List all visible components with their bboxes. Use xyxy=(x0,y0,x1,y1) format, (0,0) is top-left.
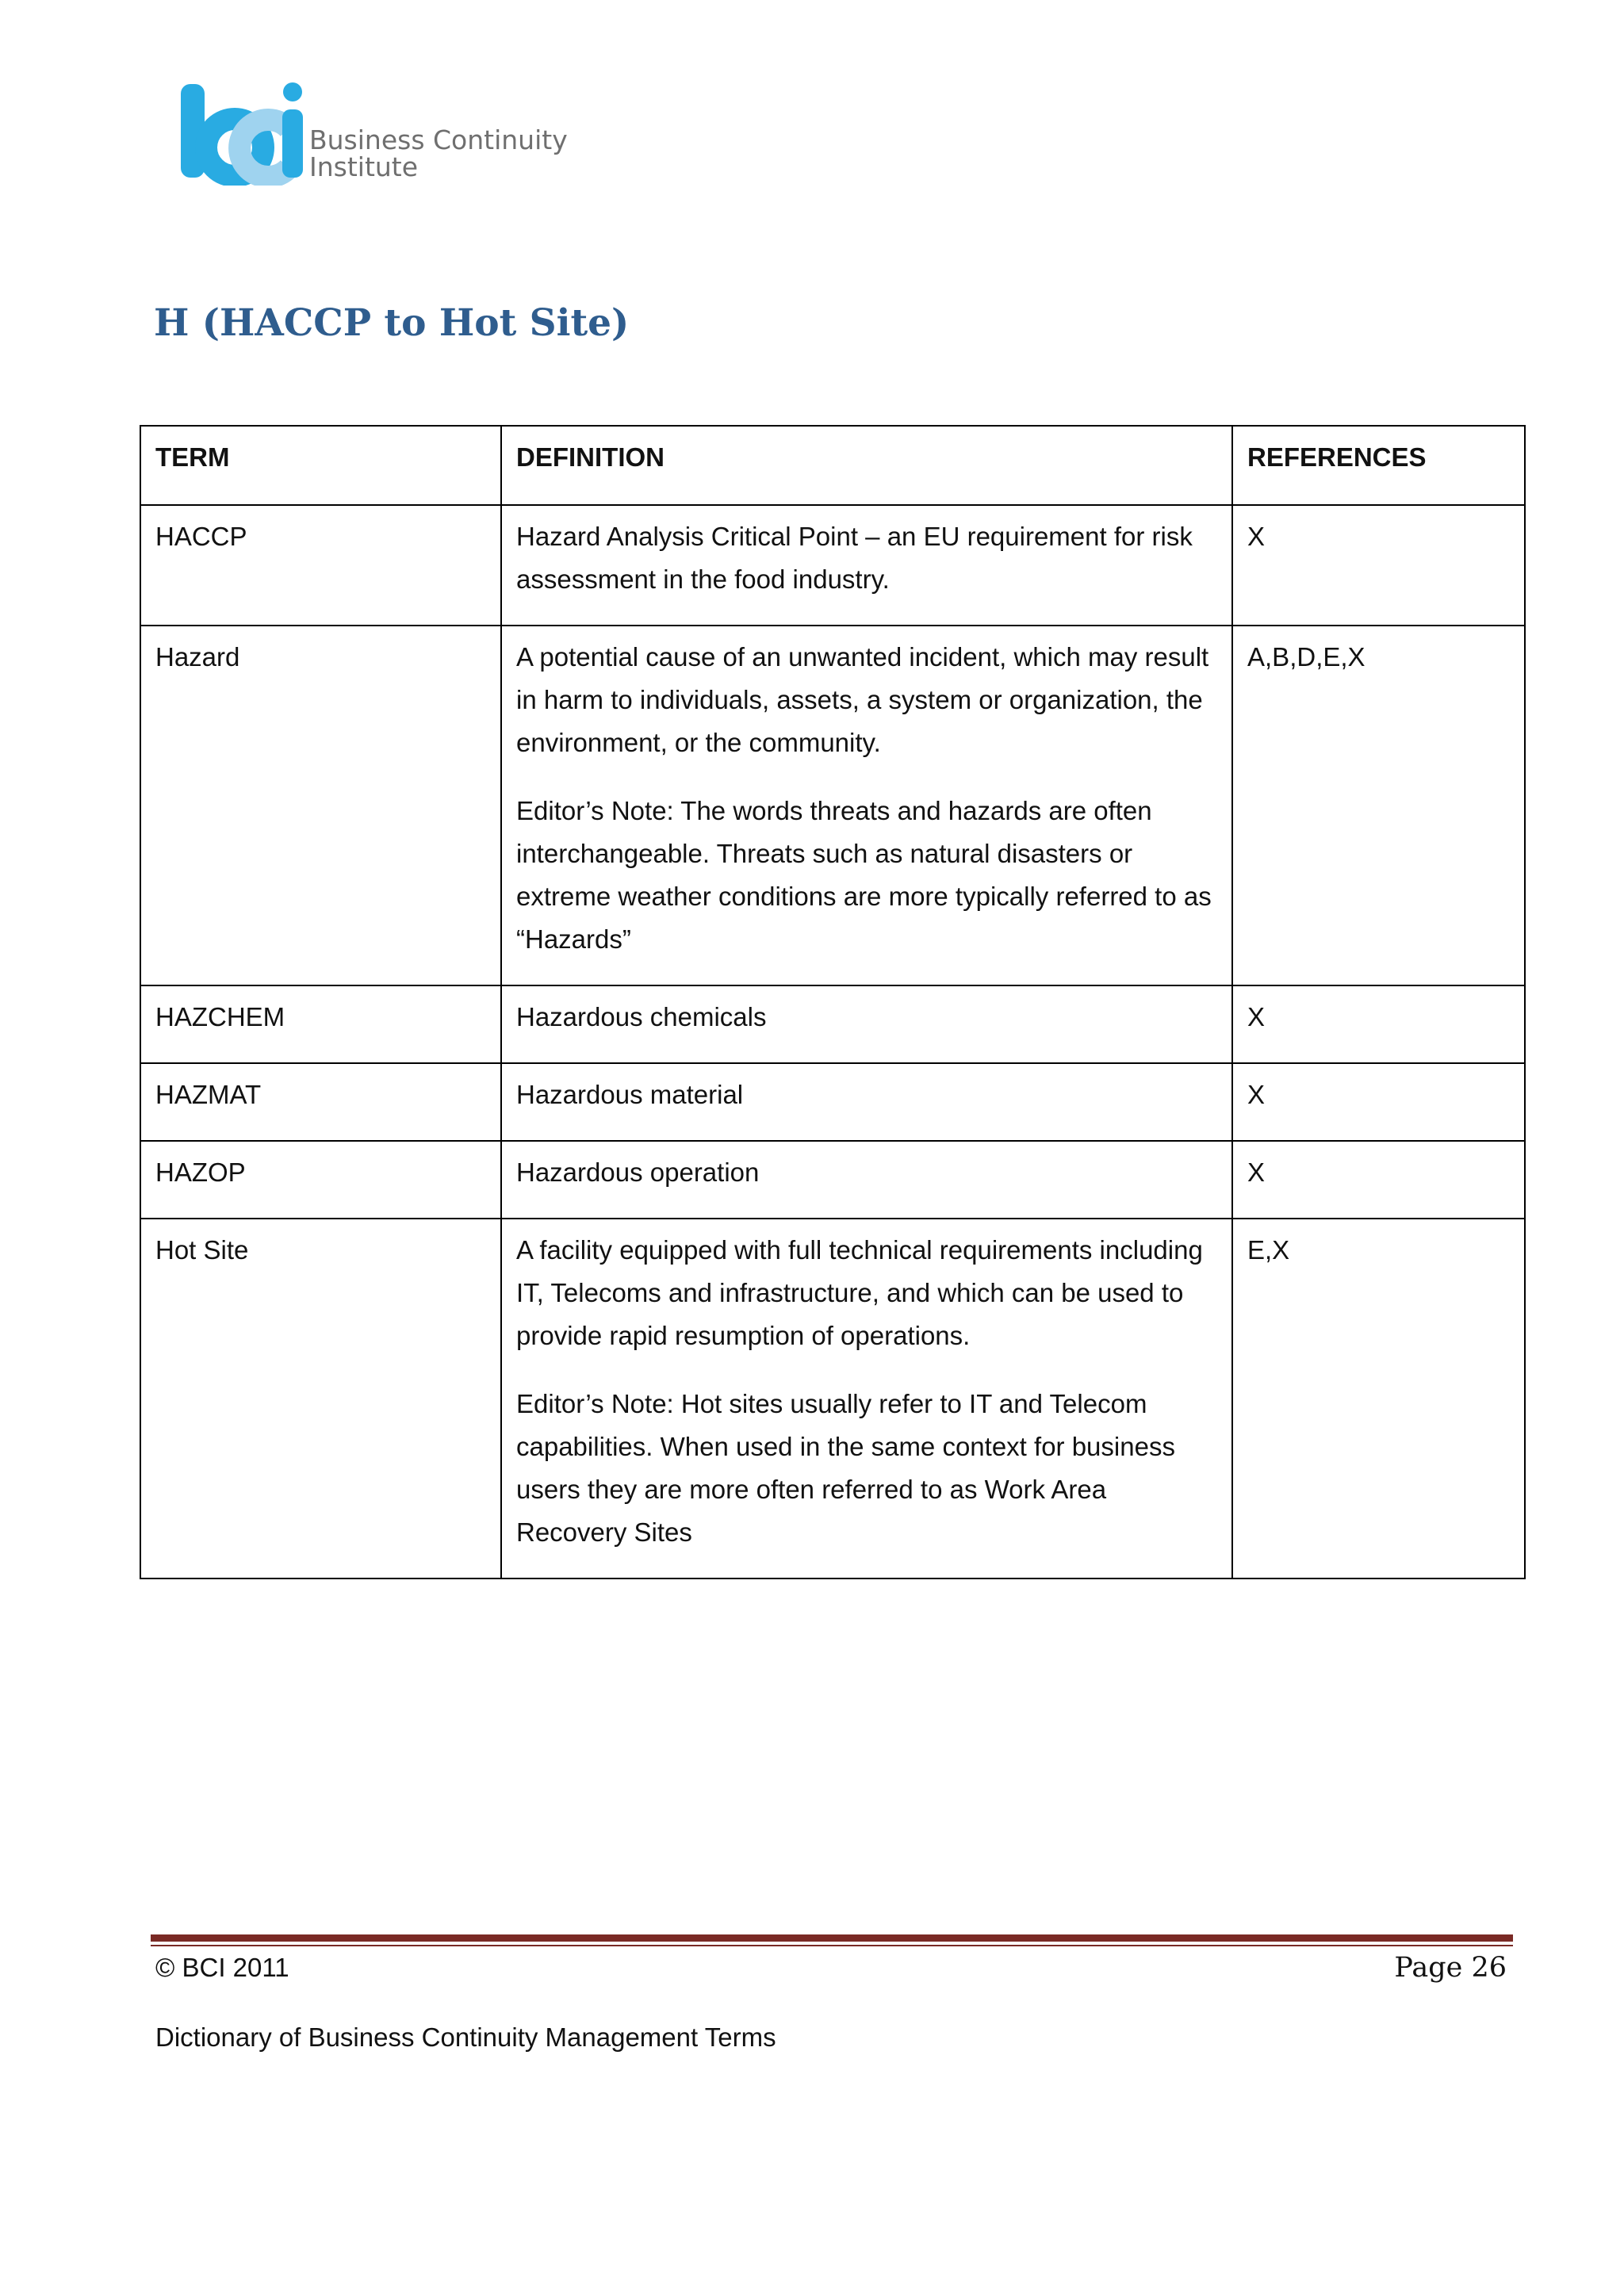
bci-logo xyxy=(178,82,590,186)
definition-cell xyxy=(501,1219,1232,1578)
term-cell: HAZMAT xyxy=(140,1063,501,1141)
term-cell: Hot Site xyxy=(140,1219,501,1578)
table-row xyxy=(140,1063,1525,1141)
term-cell: HAZOP xyxy=(140,1141,501,1219)
definition-paragraph: A potential cause of an unwanted incident, which may result in harm to individuals, assets, a system or organization, the environment, or the community. xyxy=(516,642,1209,757)
definition-cell xyxy=(501,985,1232,1063)
references-cell: X xyxy=(1232,1141,1525,1219)
footer-page-number: Page 26 xyxy=(1394,1952,1507,1984)
bci-logo-mark-icon xyxy=(178,82,312,186)
references-cell: E,X xyxy=(1232,1219,1525,1578)
table-row xyxy=(140,1141,1525,1219)
header-references: REFERENCES xyxy=(1232,426,1525,505)
logo-line-2: Institute xyxy=(309,151,419,182)
footer-divider xyxy=(151,1934,1513,1946)
definition-paragraph: A facility equipped with full technical requirements including IT, Telecoms and infrastructure, and which can be used to provide rapid resumption of operations. xyxy=(516,1235,1203,1350)
references-cell: X xyxy=(1232,985,1525,1063)
footer-copyright: © BCI 2011 xyxy=(155,1953,289,1982)
definition-paragraph: Hazardous chemicals xyxy=(516,1002,767,1031)
references-cell: X xyxy=(1232,505,1525,626)
references-cell: A,B,D,E,X xyxy=(1232,626,1525,985)
references-cell: X xyxy=(1232,1063,1525,1141)
term-cell: HACCP xyxy=(140,505,501,626)
table-row xyxy=(140,985,1525,1063)
bci-logo-wordmark xyxy=(309,124,568,182)
definition-cell xyxy=(501,1141,1232,1219)
footer-document-title: Dictionary of Business Continuity Management Terms xyxy=(155,2022,776,2052)
footer-rule-thick xyxy=(151,1934,1513,1942)
terms-table xyxy=(140,425,1526,1579)
editors-note: Editor’s Note: Hot sites usually refer to IT and Telecom capabilities. When used in the same context for business users they are more often referred to as Work Area Recovery Sites xyxy=(516,1389,1175,1547)
table-row xyxy=(140,505,1525,626)
term-cell: HAZCHEM xyxy=(140,985,501,1063)
definition-paragraph: Hazardous operation xyxy=(516,1158,760,1187)
footer-rule-thin xyxy=(151,1945,1513,1946)
logo-line-1: Business Continuity xyxy=(309,124,568,155)
definition-cell xyxy=(501,1063,1232,1141)
term-cell: Hazard xyxy=(140,626,501,985)
definition-paragraph: Hazard Analysis Critical Point – an EU requirement for risk assessment in the food industry. xyxy=(516,522,1193,594)
definition-paragraph: Hazardous material xyxy=(516,1080,744,1109)
definition-cell xyxy=(501,505,1232,626)
table-header-row xyxy=(140,426,1525,505)
section-title: H (HACCP to Hot Site) xyxy=(154,301,630,345)
editors-note: Editor’s Note: The words threats and hazards are often interchangeable. Threats such as natural disasters or extreme weather conditions are more typically referred to as “Hazards” xyxy=(516,796,1212,954)
table-row xyxy=(140,626,1525,985)
header-term: TERM xyxy=(140,426,501,505)
header-definition: DEFINITION xyxy=(501,426,1232,505)
table-row xyxy=(140,1219,1525,1578)
definition-cell xyxy=(501,626,1232,985)
